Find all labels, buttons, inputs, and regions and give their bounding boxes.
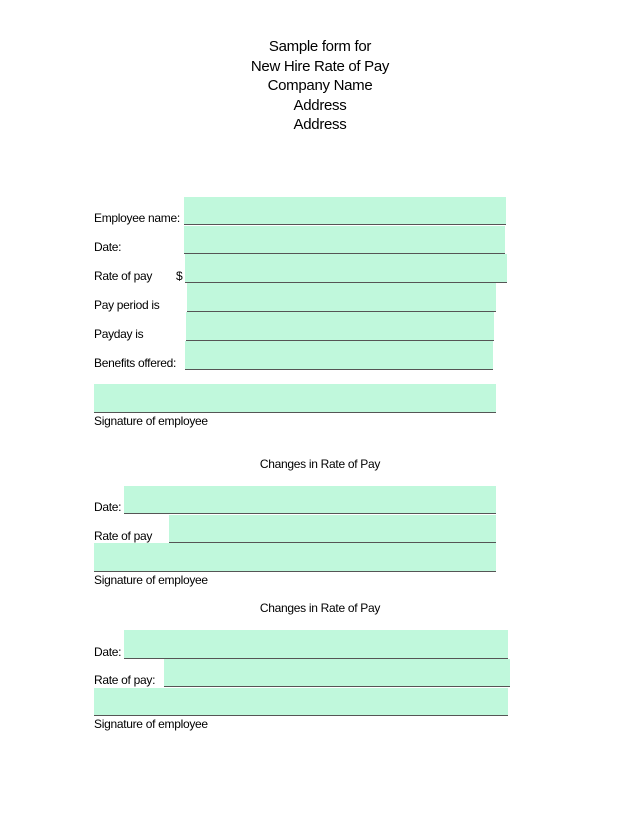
date-label: Date: [94, 240, 122, 254]
change1-signature-label: Signature of employee [94, 573, 208, 587]
change1-date-field[interactable] [124, 486, 496, 514]
benefits-label: Benefits offered: [94, 356, 177, 370]
rate-of-pay-field[interactable] [185, 254, 507, 283]
benefits-field[interactable] [185, 341, 493, 370]
pay-period-label: Pay period is [94, 298, 160, 312]
employee-name-label: Employee name: [94, 211, 180, 225]
changes-section-title-2: Changes in Rate of Pay [259, 601, 381, 615]
pay-period-field[interactable] [187, 283, 496, 312]
change1-rate-field[interactable] [169, 515, 496, 543]
form-title: Sample form for [268, 38, 372, 55]
change2-rate-field[interactable] [164, 659, 510, 687]
employee-signature-field[interactable] [94, 384, 496, 413]
address-line-2: Address [293, 116, 347, 133]
address-line-1: Address [293, 97, 347, 114]
changes-section-title-1: Changes in Rate of Pay [259, 457, 381, 471]
form-subtitle: New Hire Rate of Pay [250, 58, 390, 75]
change2-rate-label: Rate of pay: [94, 673, 156, 687]
currency-symbol: $ [176, 269, 183, 283]
date-field[interactable] [184, 226, 505, 254]
payday-field[interactable] [186, 312, 494, 341]
change2-date-field[interactable] [124, 630, 508, 659]
change2-date-label: Date: [94, 645, 122, 659]
change1-rate-label: Rate of pay [94, 529, 153, 543]
rate-of-pay-label: Rate of pay [94, 269, 153, 283]
company-name: Company Name [267, 77, 373, 94]
change2-signature-label: Signature of employee [94, 717, 208, 731]
change1-date-label: Date: [94, 500, 122, 514]
change2-signature-field[interactable] [94, 688, 508, 716]
employee-name-field[interactable] [184, 197, 506, 225]
payday-label: Payday is [94, 327, 144, 341]
change1-signature-field[interactable] [94, 543, 496, 572]
signature-label: Signature of employee [94, 414, 208, 428]
